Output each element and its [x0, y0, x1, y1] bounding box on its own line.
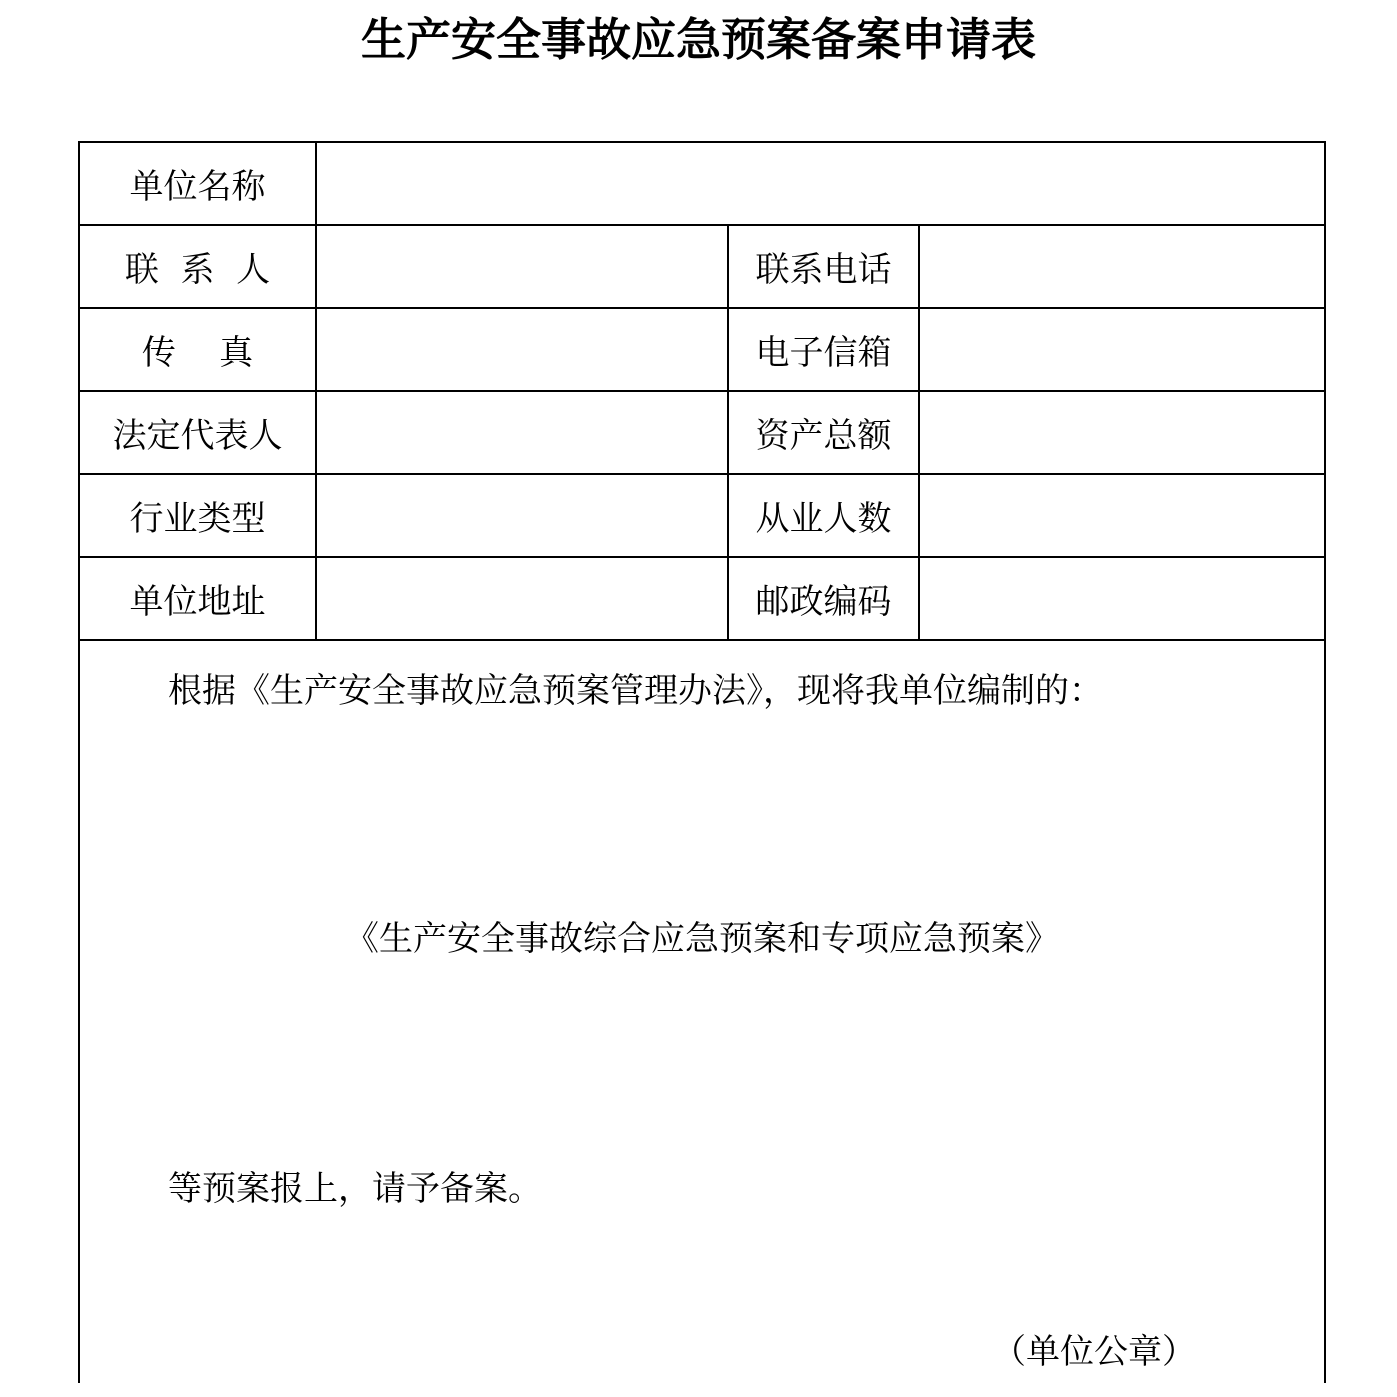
declaration-body [80, 641, 1324, 1383]
unit-address-label: 单位地址 [79, 557, 316, 640]
total-assets-field[interactable] [919, 391, 1325, 474]
total-assets-label: 资产总额 [728, 391, 919, 474]
table-row [79, 142, 1325, 225]
table-row [79, 225, 1325, 308]
industry-type-label: 行业类型 [79, 474, 316, 557]
unit-address-field[interactable] [316, 557, 728, 640]
contact-person-field[interactable] [316, 225, 728, 308]
document-title: 生产安全事故应急预案备案申请表 [360, 13, 1036, 66]
email-field[interactable] [919, 308, 1325, 391]
declaration-cell [79, 640, 1325, 1383]
plan-name: 《生产安全事故综合应急预案和专项应急预案》 [345, 919, 1060, 959]
table-row [79, 474, 1325, 557]
postcode-field[interactable] [919, 557, 1325, 640]
table-row [79, 557, 1325, 640]
contact-person-label: 联 系 人 [79, 225, 316, 308]
registration-form-table [78, 141, 1326, 1383]
contact-phone-field[interactable] [919, 225, 1325, 308]
table-row [79, 640, 1325, 1383]
table-row [79, 391, 1325, 474]
unit-name-label: 单位名称 [79, 142, 316, 225]
industry-type-field[interactable] [316, 474, 728, 557]
email-label: 电子信箱 [728, 308, 919, 391]
legal-representative-label: 法定代表人 [79, 391, 316, 474]
unit-name-field[interactable] [316, 142, 1325, 225]
legal-representative-field[interactable] [316, 391, 728, 474]
unit-seal-note: （单位公章） [992, 1332, 1196, 1372]
employee-count-label: 从业人数 [728, 474, 919, 557]
contact-phone-label: 联系电话 [728, 225, 919, 308]
fax-field[interactable] [316, 308, 728, 391]
table-row [79, 308, 1325, 391]
fax-label: 传 真 [79, 308, 316, 391]
postcode-label: 邮政编码 [728, 557, 919, 640]
declaration-intro: 根据《生产安全事故应急预案管理办法》，现将我单位编制的： [168, 671, 1103, 711]
employee-count-field[interactable] [919, 474, 1325, 557]
declaration-request: 等预案报上，请予备案。 [168, 1169, 542, 1209]
